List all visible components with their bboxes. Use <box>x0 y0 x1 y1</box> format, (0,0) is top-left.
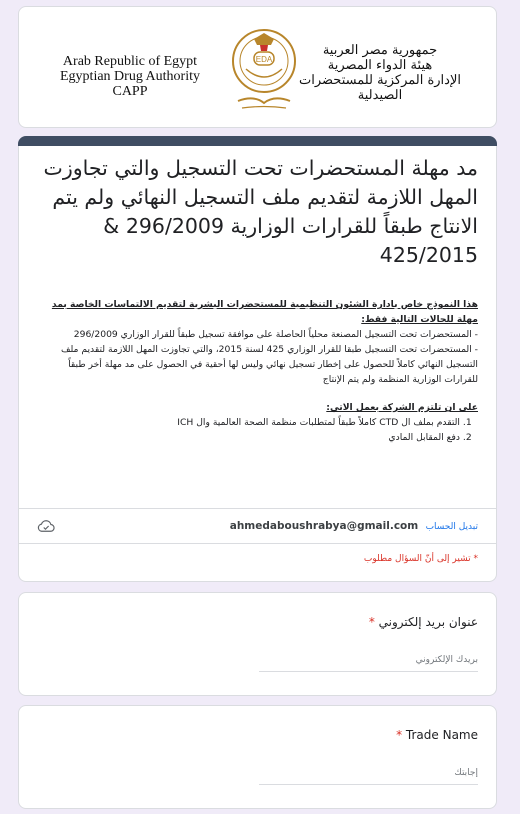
account-row <box>37 516 478 536</box>
trade-name-input[interactable] <box>259 762 478 785</box>
header-en-line1: Arab Republic of Egypt <box>62 54 198 69</box>
header-ar-line1: جمهورية مصر العربية <box>322 43 438 58</box>
divider <box>19 543 496 544</box>
header-ar-line3: الإدارة المركزية للمستحضرات <box>299 73 461 88</box>
question-trade-name-label <box>396 728 478 742</box>
question-label-text: Trade Name <box>405 728 478 742</box>
switch-account-link[interactable]: تبديل الحساب <box>425 522 478 532</box>
required-note: * تشير إلى أنّ السؤال مطلوب <box>363 554 478 564</box>
description-heading: هذا النموذج خاص بادارة الشئون التنظيمية للمستحضرات البشرية لتقديم الالتماسات الخاصة بمد مهلة للحالات التالية فقط: <box>51 299 478 325</box>
header-banner <box>18 6 497 128</box>
question-label-text: عنوان بريد إلكتروني <box>378 615 478 629</box>
header-en-line3: CAPP <box>112 84 148 99</box>
form-title-card <box>18 136 497 582</box>
required-star: * <box>396 728 403 742</box>
accent-bar <box>18 136 497 146</box>
obligation-item: 2. دفع المقابل المادي <box>41 430 460 445</box>
obligation-item: 1. التقدم بملف ال CTD كاملاً طبقاً لمتطلبات منظمة الصحة العالمية وال ICH <box>41 415 460 430</box>
logo-text: EDA <box>255 55 273 64</box>
header-arabic-text <box>280 43 480 103</box>
obligations-list <box>41 415 478 445</box>
form-description <box>41 297 478 445</box>
description-case1: - المستحضرات تحت التسجيل المصنعة محلياً الحاصلة على موافقة تسجيل طبقاً للقرار الوزاري 296/2009 <box>73 329 478 340</box>
account-info <box>230 520 478 532</box>
cloud-done-icon <box>37 519 55 533</box>
question-email-card <box>18 592 497 696</box>
email-input[interactable] <box>259 649 478 672</box>
account-email: ahmedaboushrabya@gmail.com <box>229 520 419 532</box>
header-ar-line2: هيئة الدواء المصرية <box>327 58 433 73</box>
header-en-line2: Egyptian Drug Authority <box>60 69 200 84</box>
obligations-heading: على ان تلتزم الشركة بعمل الاتي: <box>326 402 478 413</box>
description-case2: - المستحضرات تحت التسجيل طبقا للقرار الوزاري 425 لسنة 2015، والتي تجاوزت المهل اللازمة لتقديم ملف التسجيل النهائي كاملاً للحصول على إخطار تسجيل نهائي وليس لها أحقية في الحصول على مد مهلة أخر طبقاً للقرارات الوزارية المنظمة ولم يتم الإنتاج <box>60 344 478 385</box>
question-email-label <box>369 615 478 629</box>
required-star: * <box>368 615 375 629</box>
question-trade-name-card <box>18 705 497 809</box>
header-english-text <box>35 54 225 99</box>
divider <box>19 508 496 509</box>
header-ar-line4: الصيدلية <box>357 88 403 103</box>
form-title: مد مهلة المستحضرات تحت التسجيل والتي تجاوزت المهل اللازمة لتقديم ملف التسجيل النهائي ولم يتم الانتاج طبقاً للقرارات الوزارية 296/2009 & 425/2015 <box>43 156 478 267</box>
